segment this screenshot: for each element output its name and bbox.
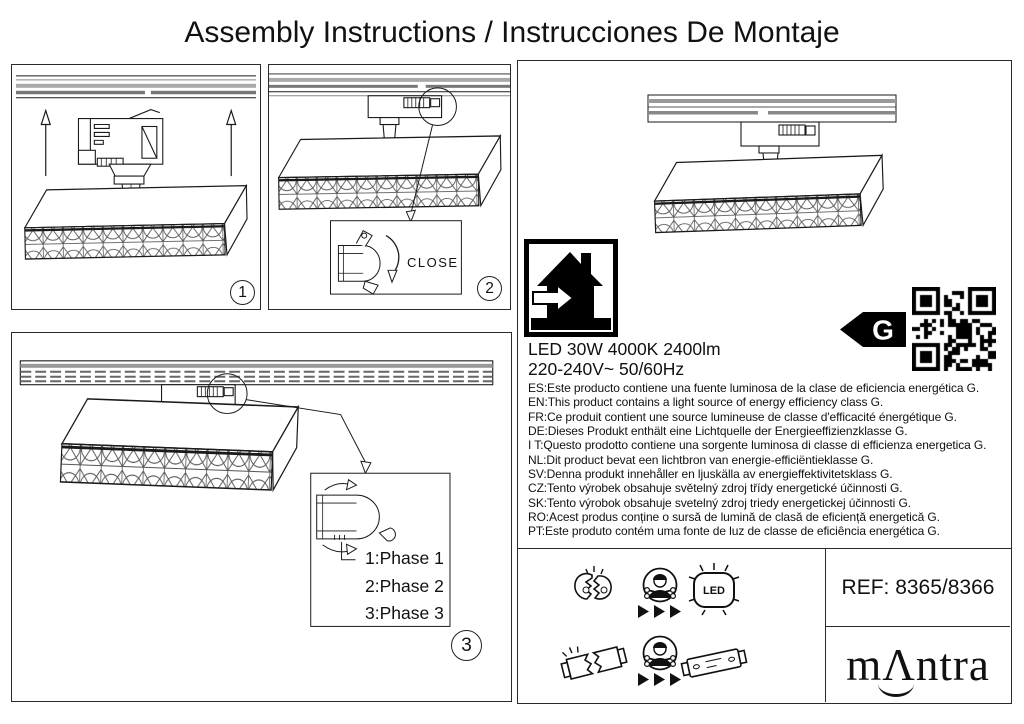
statement-es: ES:Este producto contiene una fuente luminosa de la clase de eficiencia energética G. xyxy=(528,381,980,395)
step2-diagram xyxy=(269,65,510,309)
leader-arrowhead xyxy=(406,210,415,221)
technician-icon xyxy=(644,637,677,670)
statement-sv: SV:Denna produkt innehåller en ljuskälla av energieffektivitetsklass G. xyxy=(528,467,893,482)
statement-cz: CZ:Tento výrobek obsahuje světelný zdroj třídy energetické účinnosti G. xyxy=(528,481,903,496)
brand-logo-box xyxy=(825,627,1010,702)
statement-sk: SK:Tento výrobok obsahuje svetelný zdroj triedy energetickej účinnosti G. xyxy=(528,495,911,510)
led-lamp-icon xyxy=(689,563,739,615)
phase-line: 1:Phase 1 xyxy=(365,548,444,568)
step3-diagram xyxy=(12,333,511,701)
reference-number xyxy=(825,549,1010,627)
energy-statements xyxy=(528,381,986,539)
logo-suffix: ntra xyxy=(915,639,990,690)
linear-light-fixture-icon xyxy=(278,136,502,209)
close-label: CLOSE xyxy=(407,255,459,270)
qr-code xyxy=(912,287,996,371)
step-2-panel xyxy=(268,64,511,310)
mantra-logo xyxy=(846,639,990,691)
indoor-use-house-icon xyxy=(524,239,618,337)
track-rail-icon xyxy=(269,74,510,96)
phase-line: 2:Phase 2 xyxy=(365,575,444,596)
track-rail-icon xyxy=(648,95,896,122)
statement-nl: NL:Dit product bevat een lichtbron van energie-efficiëntieklasse G. xyxy=(528,452,874,467)
linear-light-fixture-icon xyxy=(653,155,884,232)
phase-list xyxy=(365,545,444,628)
logo-caret: Λ xyxy=(882,639,916,691)
statement-pt: PT:Este produto contém uma fonte de luz de classe de eficiência energética G. xyxy=(528,524,940,539)
step-3-panel xyxy=(11,332,512,702)
linear-light-fixture-icon xyxy=(60,398,298,491)
energy-class-g-arrow-icon xyxy=(839,311,907,348)
phase-line: 3:Phase 3 xyxy=(365,603,444,623)
step-1-panel xyxy=(11,64,261,310)
logo-smile-arc xyxy=(878,681,914,697)
play-arrows-icon xyxy=(638,605,681,618)
linear-light-fixture-icon xyxy=(24,186,248,259)
broken-led-icon xyxy=(575,566,611,599)
statement-fr: FR:Ce produit contient une source lumineuse de classe d'efficacité énergétique G. xyxy=(528,409,957,424)
track-rail-icon xyxy=(16,76,256,98)
statement-de: DE:Dieses Produkt enthält eine Lichtquelle der Energieeffizienzklasse G. xyxy=(528,424,908,439)
leader-arrowhead xyxy=(361,461,371,473)
broken-driver-icon xyxy=(558,635,628,681)
step-number-badge: 1 xyxy=(230,280,255,305)
spec-line-2: 220-240V~ 50/60Hz xyxy=(528,358,685,379)
play-arrows-icon xyxy=(638,673,681,686)
logo-prefix: m xyxy=(846,639,883,690)
ref-text: REF: 8365/8366 xyxy=(841,575,995,599)
track-rail-icon xyxy=(20,361,492,385)
svg-text:G: G xyxy=(872,314,894,346)
step-number-badge: 3 xyxy=(451,630,482,661)
statement-en: EN:This product contains a light source of energy efficiency class G. xyxy=(528,395,884,410)
statement-it: I T:Questo prodotto contiene una sorgente luminosa di classe di efficienza energetica G. xyxy=(528,438,987,453)
step1-diagram xyxy=(12,65,260,309)
spec-line-1: LED 30W 4000K 2400lm xyxy=(528,339,721,359)
product-info-panel xyxy=(517,60,1012,704)
svg-text:LED: LED xyxy=(703,585,725,597)
lamp-specs xyxy=(528,340,721,379)
statement-ro: RO:Acest produs conține o sursă de lumină de clasă de eficiență energetică G. xyxy=(528,510,940,525)
service-pictograms xyxy=(546,557,796,699)
step-number-badge: 2 xyxy=(477,276,502,301)
technician-icon xyxy=(644,569,677,602)
footer-section xyxy=(518,548,1011,703)
track-light-illustration xyxy=(623,85,923,260)
led-driver-icon xyxy=(681,648,747,679)
page-title: Assembly Instructions / Instrucciones De Montaje xyxy=(184,16,840,49)
